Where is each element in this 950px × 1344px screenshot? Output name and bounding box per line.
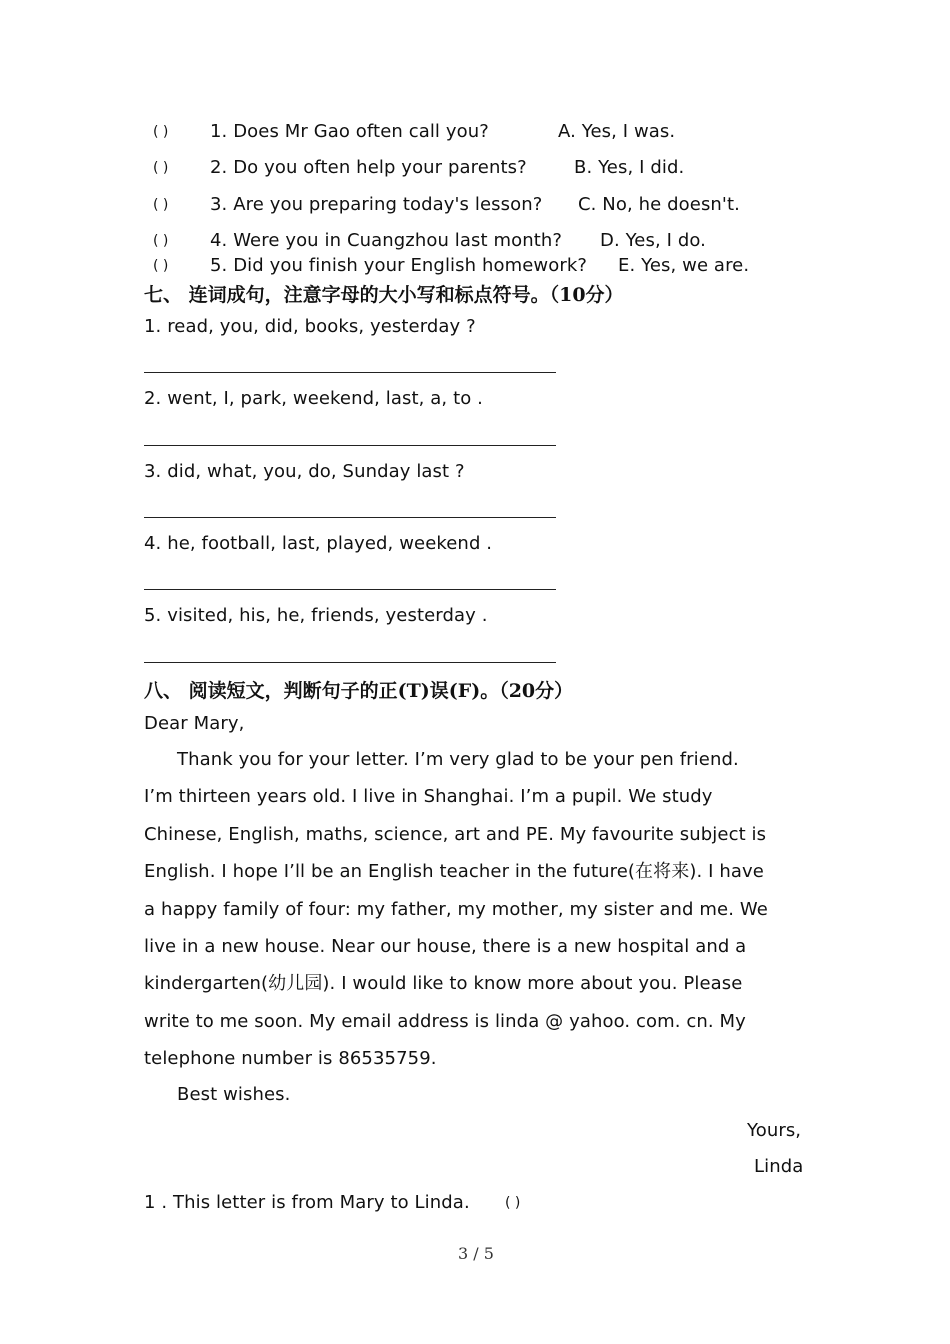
letter-line: kindergarten(幼儿园). I would like to know more about you. Please (144, 973, 743, 995)
answer-blank[interactable]: ( ) (505, 1195, 521, 1211)
section-8-heading: 八、 阅读短文，判断句子的正(T)误(F)。（20分） (144, 680, 574, 702)
answer-blank[interactable]: ( ) (153, 233, 169, 249)
question-text: 3. Are you preparing today's lesson? (210, 194, 543, 215)
sentence-prompt: 2. went, I, park, weekend, last, a, to . (144, 388, 483, 409)
answer-option: E. Yes, we are. (618, 255, 750, 276)
true-false-question: 1 . This letter is from Mary to Linda. (144, 1192, 470, 1213)
answer-line[interactable] (144, 589, 556, 590)
letter-line: Thank you for your letter. I’m very glad to be your pen friend. (177, 749, 739, 770)
letter-body (144, 741, 814, 1078)
letter-line: telephone number is 86535759. (144, 1048, 437, 1070)
question-text: 4. Were you in Cuangzhou last month? (210, 230, 563, 251)
letter-line: write to me soon. My email address is linda @ yahoo. com. cn. My (144, 1010, 746, 1032)
answer-line[interactable] (144, 445, 556, 446)
answer-blank[interactable]: ( ) (153, 197, 169, 213)
answer-line[interactable] (144, 662, 556, 663)
answer-option: C. No, he doesn't. (578, 194, 740, 215)
sentence-prompt: 4. he, football, last, played, weekend . (144, 533, 493, 554)
answer-option: A. Yes, I was. (558, 121, 676, 142)
answer-blank[interactable]: ( ) (153, 124, 169, 140)
letter-closing: Best wishes. (177, 1084, 291, 1105)
sentence-prompt: 5. visited, his, he, friends, yesterday . (144, 605, 488, 626)
answer-option: D. Yes, I do. (600, 230, 706, 251)
letter-greeting: Dear Mary, (144, 713, 245, 734)
section-7-heading: 七、 连词成句，注意字母的大小写和标点符号。（10分） (144, 284, 624, 306)
question-text: 5. Did you finish your English homework? (210, 255, 588, 276)
question-text: 2. Do you often help your parents? (210, 157, 527, 178)
sentence-prompt: 1. read, you, did, books, yesterday ? (144, 316, 476, 337)
letter-line: a happy family of four: my father, my mother, my sister and me. We (144, 898, 768, 920)
letter-signature: Linda (754, 1156, 804, 1177)
page-number: 3 / 5 (458, 1244, 494, 1263)
sentence-prompt: 3. did, what, you, do, Sunday last ? (144, 461, 465, 482)
letter-line: I’m thirteen years old. I live in Shanghai. I’m a pupil. We study (144, 786, 713, 808)
answer-line[interactable] (144, 517, 556, 518)
answer-blank[interactable]: ( ) (153, 160, 169, 176)
letter-line: live in a new house. Near our house, there is a new hospital and a (144, 936, 747, 958)
letter-line: Chinese, English, maths, science, art and PE. My favourite subject is (144, 823, 767, 845)
letter-line: English. I hope I’ll be an English teacher in the future(在将来). I have (144, 861, 764, 883)
answer-line[interactable] (144, 372, 556, 373)
question-text: 1. Does Mr Gao often call you? (210, 121, 489, 142)
answer-blank[interactable]: ( ) (153, 258, 169, 274)
answer-option: B. Yes, I did. (574, 157, 685, 178)
letter-signoff: Yours, (747, 1120, 802, 1141)
